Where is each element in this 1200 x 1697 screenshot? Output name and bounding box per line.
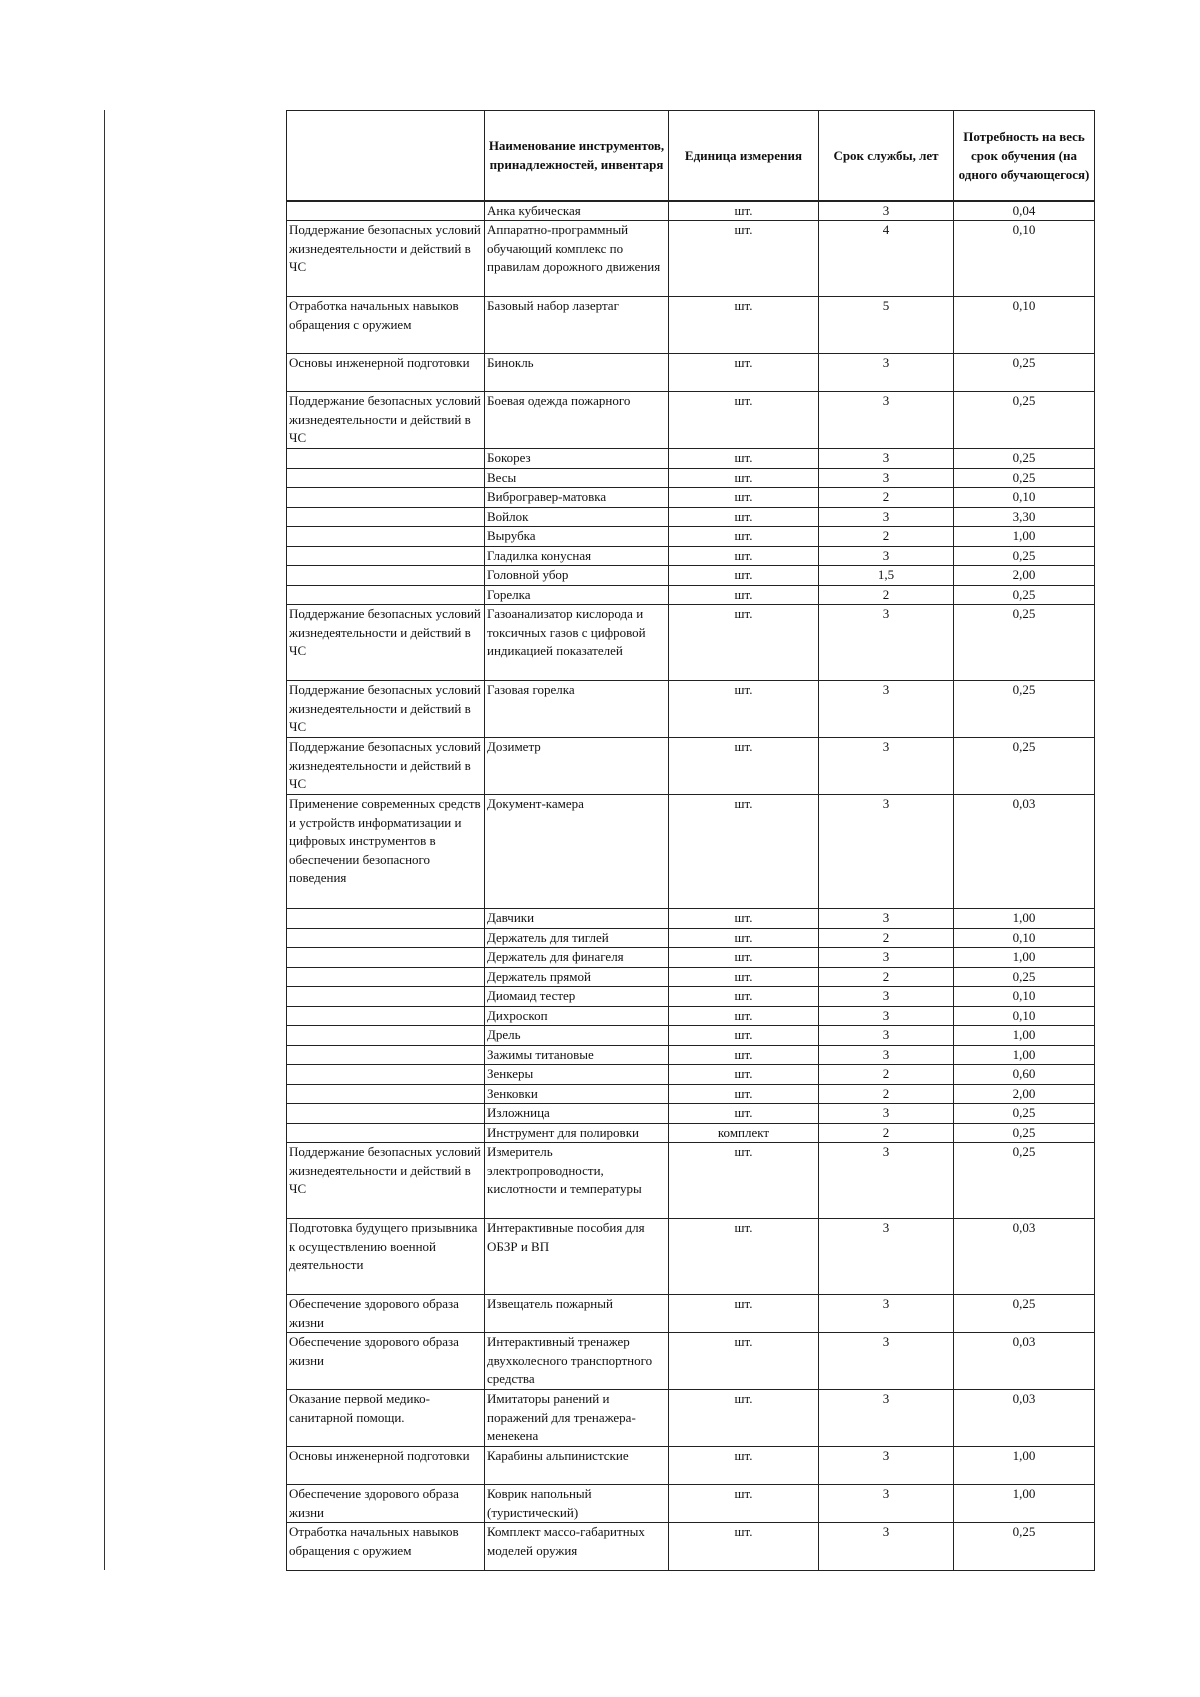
unit-cell: шт. [669, 201, 819, 221]
service-years-cell: 5 [819, 297, 954, 354]
need-cell: 0,25 [954, 1123, 1095, 1143]
section-cell [287, 1026, 485, 1046]
need-cell: 0,25 [954, 585, 1095, 605]
table-row [287, 468, 1095, 488]
unit-cell: шт. [669, 1333, 819, 1390]
section-cell: Поддержание безопасных условий жизнедеятельности и действий в ЧС [287, 738, 485, 795]
unit-cell: шт. [669, 1143, 819, 1219]
section-cell [287, 1045, 485, 1065]
service-years-cell: 2 [819, 527, 954, 547]
item-name-cell: Имитаторы ранений и поражений для тренажера-менекена [485, 1390, 669, 1447]
table-row [287, 1485, 1095, 1523]
item-name-cell: Весы [485, 468, 669, 488]
need-cell: 0,25 [954, 1104, 1095, 1124]
item-name-cell: Держатель для тиглей [485, 928, 669, 948]
need-cell: 0,25 [954, 1295, 1095, 1333]
unit-cell: шт. [669, 948, 819, 968]
item-name-cell: Аппаратно-программный обучающий комплекс по правилам дорожного движения [485, 221, 669, 297]
item-name-cell: Войлок [485, 507, 669, 527]
table-row [287, 948, 1095, 968]
item-name-cell: Измеритель электропроводности, кислотности и температуры [485, 1143, 669, 1219]
section-cell: Применение современных средств и устройств информатизации и цифровых инструментов в обеспечении безопасного поведения [287, 795, 485, 909]
service-years-cell: 2 [819, 1084, 954, 1104]
item-name-cell: Бокорез [485, 449, 669, 469]
item-name-cell: Боевая одежда пожарного [485, 392, 669, 449]
service-years-cell: 3 [819, 948, 954, 968]
section-cell [287, 488, 485, 508]
unit-cell: шт. [669, 605, 819, 681]
section-cell [287, 468, 485, 488]
section-cell: Обеспечение здорового образа жизни [287, 1485, 485, 1523]
service-years-cell: 3 [819, 738, 954, 795]
unit-cell: шт. [669, 1447, 819, 1485]
service-years-cell: 3 [819, 1523, 954, 1571]
section-cell: Обеспечение здорового образа жизни [287, 1333, 485, 1390]
table-row [287, 1447, 1095, 1485]
unit-cell: шт. [669, 488, 819, 508]
service-years-cell: 3 [819, 1295, 954, 1333]
item-name-cell: Извещатель пожарный [485, 1295, 669, 1333]
service-years-cell: 3 [819, 201, 954, 221]
item-name-cell: Дрель [485, 1026, 669, 1046]
section-cell [287, 928, 485, 948]
inventory-table [286, 110, 1095, 1571]
unit-cell: шт. [669, 987, 819, 1007]
section-cell: Отработка начальных навыков обращения с оружием [287, 297, 485, 354]
unit-cell: шт. [669, 1390, 819, 1447]
section-cell: Поддержание безопасных условий жизнедеятельности и действий в ЧС [287, 1143, 485, 1219]
service-years-cell: 3 [819, 546, 954, 566]
section-cell [287, 1123, 485, 1143]
item-name-cell: Анка кубическая [485, 201, 669, 221]
item-name-cell: Держатель для финагеля [485, 948, 669, 968]
item-name-cell: Вырубка [485, 527, 669, 547]
section-cell [287, 1006, 485, 1026]
section-cell: Отработка начальных навыков обращения с оружием [287, 1523, 485, 1571]
section-cell: Поддержание безопасных условий жизнедеятельности и действий в ЧС [287, 392, 485, 449]
item-name-cell: Головной убор [485, 566, 669, 586]
service-years-cell: 3 [819, 681, 954, 738]
table-row [287, 1006, 1095, 1026]
table-row [287, 928, 1095, 948]
unit-cell: шт. [669, 795, 819, 909]
section-cell [287, 1104, 485, 1124]
table-row [287, 449, 1095, 469]
service-years-cell: 3 [819, 468, 954, 488]
table-row [287, 605, 1095, 681]
need-cell: 0,25 [954, 392, 1095, 449]
table-row [287, 795, 1095, 909]
table-header-row [287, 111, 1095, 201]
header-need: Потребность на весь срок обучения (на одного обучающегося) [954, 111, 1095, 201]
service-years-cell: 2 [819, 488, 954, 508]
item-name-cell: Изложница [485, 1104, 669, 1124]
item-name-cell: Дихроскоп [485, 1006, 669, 1026]
item-name-cell: Горелка [485, 585, 669, 605]
table-row [287, 738, 1095, 795]
need-cell: 1,00 [954, 1447, 1095, 1485]
unit-cell: шт. [669, 1006, 819, 1026]
item-name-cell: Газоанализатор кислорода и токсичных газов с цифровой индикацией показателей [485, 605, 669, 681]
service-years-cell: 3 [819, 1390, 954, 1447]
table-row [287, 1104, 1095, 1124]
need-cell: 0,10 [954, 297, 1095, 354]
need-cell: 0,25 [954, 546, 1095, 566]
item-name-cell: Зенкеры [485, 1065, 669, 1085]
item-name-cell: Интерактивный тренажер двухколесного транспортного средства [485, 1333, 669, 1390]
need-cell: 0,10 [954, 987, 1095, 1007]
item-name-cell: Держатель прямой [485, 967, 669, 987]
service-years-cell: 3 [819, 1333, 954, 1390]
need-cell: 1,00 [954, 1045, 1095, 1065]
need-cell: 0,10 [954, 1006, 1095, 1026]
item-name-cell: Гладилка конусная [485, 546, 669, 566]
need-cell: 0,25 [954, 1143, 1095, 1219]
unit-cell: шт. [669, 585, 819, 605]
need-cell: 2,00 [954, 1084, 1095, 1104]
section-cell [287, 1084, 485, 1104]
unit-cell: шт. [669, 1485, 819, 1523]
unit-cell: шт. [669, 1219, 819, 1295]
item-name-cell: Виброгравер-матовка [485, 488, 669, 508]
item-name-cell: Интерактивные пособия для ОБЗР и ВП [485, 1219, 669, 1295]
unit-cell: шт. [669, 909, 819, 929]
section-cell: Поддержание безопасных условий жизнедеятельности и действий в ЧС [287, 681, 485, 738]
need-cell: 0,25 [954, 681, 1095, 738]
service-years-cell: 3 [819, 1447, 954, 1485]
service-years-cell: 3 [819, 1104, 954, 1124]
need-cell: 0,03 [954, 1390, 1095, 1447]
service-years-cell: 3 [819, 1143, 954, 1219]
table-row [287, 1065, 1095, 1085]
service-years-cell: 2 [819, 1065, 954, 1085]
table-row [287, 201, 1095, 221]
unit-cell: шт. [669, 1045, 819, 1065]
section-cell [287, 987, 485, 1007]
table-row [287, 1084, 1095, 1104]
table-row [287, 297, 1095, 354]
table-row [287, 1026, 1095, 1046]
need-cell: 1,00 [954, 948, 1095, 968]
table-row [287, 1143, 1095, 1219]
section-cell: Подготовка будущего призывника к осуществлению военной деятельности [287, 1219, 485, 1295]
section-cell [287, 909, 485, 929]
section-cell [287, 527, 485, 547]
unit-cell: шт. [669, 1065, 819, 1085]
unit-cell: шт. [669, 221, 819, 297]
service-years-cell: 3 [819, 507, 954, 527]
table-row [287, 392, 1095, 449]
table-row [287, 585, 1095, 605]
unit-cell: шт. [669, 1084, 819, 1104]
unit-cell: шт. [669, 928, 819, 948]
unit-cell: комплект [669, 1123, 819, 1143]
need-cell: 2,00 [954, 566, 1095, 586]
service-years-cell: 1,5 [819, 566, 954, 586]
left-margin-line [104, 110, 105, 1570]
section-cell [287, 449, 485, 469]
need-cell: 1,00 [954, 909, 1095, 929]
unit-cell: шт. [669, 967, 819, 987]
service-years-cell: 3 [819, 1006, 954, 1026]
need-cell: 0,03 [954, 795, 1095, 909]
table-row [287, 527, 1095, 547]
section-cell [287, 585, 485, 605]
service-years-cell: 2 [819, 1123, 954, 1143]
service-years-cell: 3 [819, 1045, 954, 1065]
need-cell: 0,25 [954, 1523, 1095, 1571]
section-cell [287, 546, 485, 566]
service-years-cell: 3 [819, 987, 954, 1007]
section-cell [287, 566, 485, 586]
section-cell [287, 948, 485, 968]
section-cell: Основы инженерной подготовки [287, 354, 485, 392]
table-row [287, 546, 1095, 566]
need-cell: 0,03 [954, 1219, 1095, 1295]
table-body [287, 201, 1095, 1571]
unit-cell: шт. [669, 1026, 819, 1046]
service-years-cell: 4 [819, 221, 954, 297]
table-row [287, 507, 1095, 527]
table-row [287, 566, 1095, 586]
section-cell [287, 201, 485, 221]
section-cell [287, 507, 485, 527]
section-cell: Поддержание безопасных условий жизнедеятельности и действий в ЧС [287, 605, 485, 681]
need-cell: 0,25 [954, 967, 1095, 987]
item-name-cell: Газовая горелка [485, 681, 669, 738]
unit-cell: шт. [669, 1104, 819, 1124]
table-row [287, 1390, 1095, 1447]
item-name-cell: Бинокль [485, 354, 669, 392]
section-cell [287, 1065, 485, 1085]
need-cell: 0,60 [954, 1065, 1095, 1085]
table-row [287, 488, 1095, 508]
service-years-cell: 3 [819, 1026, 954, 1046]
item-name-cell: Давчики [485, 909, 669, 929]
header-name: Наименование инструментов, принадлежностей, инвентаря [485, 111, 669, 201]
unit-cell: шт. [669, 297, 819, 354]
section-cell [287, 967, 485, 987]
item-name-cell: Дозиметр [485, 738, 669, 795]
need-cell: 0,10 [954, 488, 1095, 508]
service-years-cell: 2 [819, 967, 954, 987]
table-row [287, 1523, 1095, 1571]
service-years-cell: 3 [819, 909, 954, 929]
need-cell: 3,30 [954, 507, 1095, 527]
table-row [287, 1123, 1095, 1143]
service-years-cell: 3 [819, 354, 954, 392]
unit-cell: шт. [669, 566, 819, 586]
item-name-cell: Базовый набор лазертаг [485, 297, 669, 354]
need-cell: 0,25 [954, 738, 1095, 795]
service-years-cell: 2 [819, 585, 954, 605]
item-name-cell: Зажимы титановые [485, 1045, 669, 1065]
unit-cell: шт. [669, 449, 819, 469]
table-row [287, 681, 1095, 738]
need-cell: 0,25 [954, 605, 1095, 681]
need-cell: 0,03 [954, 1333, 1095, 1390]
item-name-cell: Документ-камера [485, 795, 669, 909]
unit-cell: шт. [669, 546, 819, 566]
service-years-cell: 3 [819, 1219, 954, 1295]
unit-cell: шт. [669, 681, 819, 738]
need-cell: 1,00 [954, 1026, 1095, 1046]
table-row [287, 1333, 1095, 1390]
section-cell: Поддержание безопасных условий жизнедеятельности и действий в ЧС [287, 221, 485, 297]
unit-cell: шт. [669, 468, 819, 488]
item-name-cell: Диомаид тестер [485, 987, 669, 1007]
table-row [287, 1295, 1095, 1333]
service-years-cell: 3 [819, 605, 954, 681]
need-cell: 0,10 [954, 221, 1095, 297]
need-cell: 0,25 [954, 449, 1095, 469]
need-cell: 0,25 [954, 354, 1095, 392]
unit-cell: шт. [669, 527, 819, 547]
unit-cell: шт. [669, 1295, 819, 1333]
section-cell: Обеспечение здорового образа жизни [287, 1295, 485, 1333]
need-cell: 0,25 [954, 468, 1095, 488]
table-row [287, 909, 1095, 929]
unit-cell: шт. [669, 738, 819, 795]
item-name-cell: Инструмент для полировки [485, 1123, 669, 1143]
header-years: Срок службы, лет [819, 111, 954, 201]
service-years-cell: 3 [819, 1485, 954, 1523]
table-row [287, 987, 1095, 1007]
section-cell: Основы инженерной подготовки [287, 1447, 485, 1485]
need-cell: 1,00 [954, 1485, 1095, 1523]
service-years-cell: 2 [819, 928, 954, 948]
section-cell: Оказание первой медико-санитарной помощи. [287, 1390, 485, 1447]
table-row [287, 221, 1095, 297]
unit-cell: шт. [669, 392, 819, 449]
unit-cell: шт. [669, 1523, 819, 1571]
service-years-cell: 3 [819, 392, 954, 449]
item-name-cell: Карабины альпинистские [485, 1447, 669, 1485]
table-row [287, 1219, 1095, 1295]
item-name-cell: Коврик напольный (туристический) [485, 1485, 669, 1523]
service-years-cell: 3 [819, 449, 954, 469]
header-unit: Единица измерения [669, 111, 819, 201]
table-row [287, 967, 1095, 987]
unit-cell: шт. [669, 354, 819, 392]
need-cell: 0,04 [954, 201, 1095, 221]
table-row [287, 354, 1095, 392]
unit-cell: шт. [669, 507, 819, 527]
table-row [287, 1045, 1095, 1065]
need-cell: 1,00 [954, 527, 1095, 547]
need-cell: 0,10 [954, 928, 1095, 948]
item-name-cell: Комплект массо-габаритных моделей оружия [485, 1523, 669, 1571]
service-years-cell: 3 [819, 795, 954, 909]
item-name-cell: Зенковки [485, 1084, 669, 1104]
header-section [287, 111, 485, 201]
